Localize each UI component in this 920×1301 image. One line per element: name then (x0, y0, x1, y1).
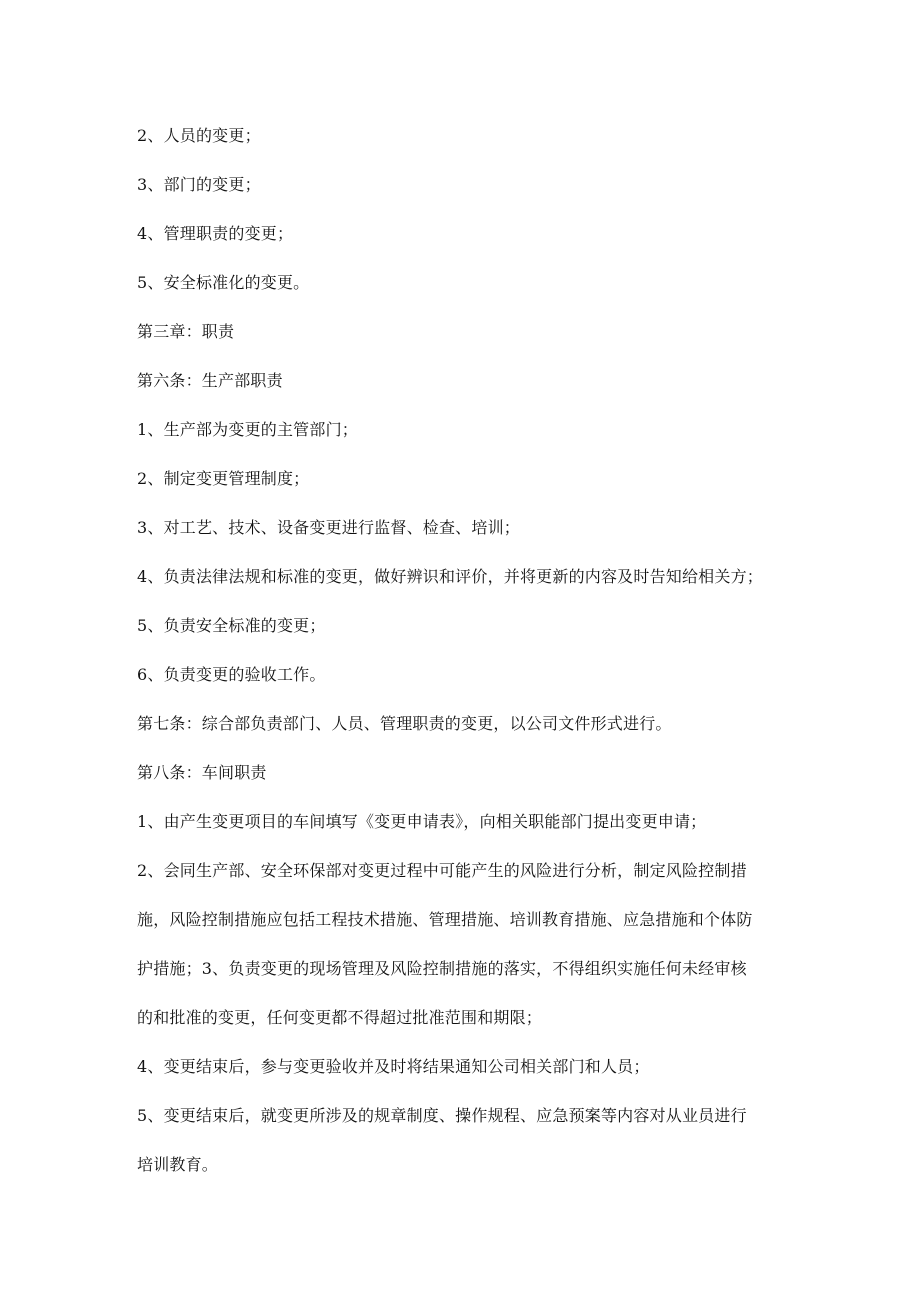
paragraph-line: 护措施；3、负责变更的现场管理及风险控制措施的落实，不得组织实施任何未经审核 (137, 959, 747, 978)
paragraph-line: 培训教育。 (137, 1155, 219, 1174)
paragraph-line: 1、由产生变更项目的车间填写《变更申请表》，向相关职能部门提出变更申请； (137, 812, 707, 831)
paragraph-line: 2、会同生产部、安全环保部对变更过程中可能产生的风险进行分析，制定风险控制措 (137, 861, 747, 880)
paragraph-line: 2、制定变更管理制度； (137, 469, 310, 488)
paragraph-line: 5、安全标准化的变更。 (137, 273, 310, 292)
paragraph-line: 6、负责变更的验收工作。 (137, 665, 326, 684)
paragraph-line: 3、部门的变更； (137, 175, 261, 194)
paragraph-line: 5、变更结束后，就变更所涉及的规章制度、操作规程、应急预案等内容对从业员进行 (137, 1106, 747, 1125)
paragraph-line: 4、变更结束后，参与变更验收并及时将结果通知公司相关部门和人员； (137, 1057, 650, 1076)
article-heading: 第六条：生产部职责 (137, 371, 283, 390)
article-heading: 第八条：车间职责 (137, 763, 267, 782)
paragraph-line: 3、对工艺、技术、设备变更进行监督、检查、培训； (137, 518, 520, 537)
paragraph-line: 5、负责安全标准的变更； (137, 616, 326, 635)
paragraph-line: 施，风险控制措施应包括工程技术措施、管理措施、培训教育措施、应急措施和个体防 (137, 910, 753, 929)
paragraph-line: 4、负责法律法规和标准的变更，做好辨识和评价，并将更新的内容及时告知给相关方； (137, 567, 763, 586)
article-heading: 第七条：综合部负责部门、人员、管理职责的变更，以公司文件形式进行。 (137, 714, 672, 733)
paragraph-line: 2、人员的变更； (137, 126, 261, 145)
paragraph-line: 的和批准的变更，任何变更都不得超过批准范围和期限； (137, 1008, 543, 1027)
chapter-heading: 第三章：职责 (137, 322, 235, 341)
paragraph-line: 4、管理职责的变更； (137, 224, 294, 243)
paragraph-line: 1、生产部为变更的主管部门； (137, 420, 358, 439)
